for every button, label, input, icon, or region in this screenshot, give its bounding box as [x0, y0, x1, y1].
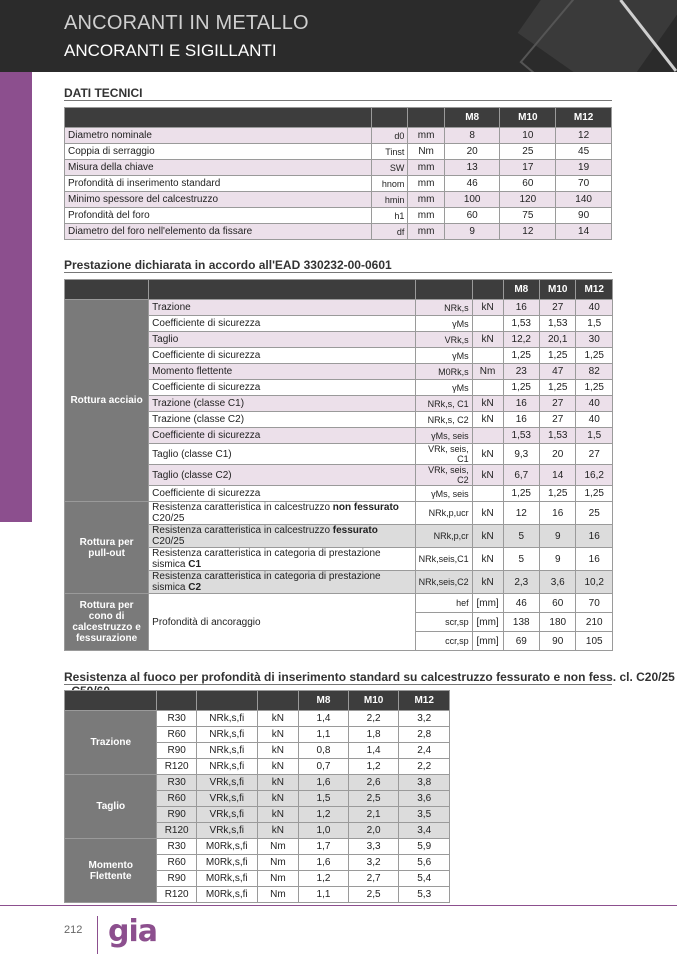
row-value: 2,8 — [399, 727, 450, 743]
row-label — [149, 548, 415, 571]
table-row — [65, 502, 613, 525]
group-label-trazione: Trazione — [65, 711, 157, 775]
row-symbol: hmin — [371, 192, 408, 208]
label-suffix: C20/25 — [152, 536, 185, 547]
row-rating: R90 — [157, 807, 196, 823]
row-unit: mm — [408, 224, 444, 240]
row-value: 12 — [556, 128, 612, 144]
table-row — [65, 144, 612, 160]
label-suffix: C20/25 — [152, 513, 185, 524]
row-value: 16 — [540, 502, 576, 525]
row-unit: Nm — [257, 887, 299, 903]
row-value: 46 — [444, 176, 500, 192]
row-value: 47 — [540, 364, 576, 380]
row-unit: mm — [408, 208, 444, 224]
row-value: 70 — [576, 594, 613, 613]
row-label: Taglio — [149, 332, 415, 348]
row-symbol: M0Rk,s,fi — [196, 839, 257, 855]
row-symbol: SW — [371, 160, 408, 176]
row-label — [149, 571, 415, 594]
row-symbol: VRk,s,fi — [196, 775, 257, 791]
table-row — [65, 300, 613, 316]
row-value: 60 — [500, 176, 556, 192]
row-value: 0,8 — [299, 743, 349, 759]
row-symbol: γMs — [415, 348, 472, 364]
header-cell-empty — [415, 280, 472, 300]
row-label — [149, 502, 415, 525]
row-symbol: ccr,sp — [415, 632, 472, 651]
footer-divider — [0, 905, 677, 906]
row-value: 1,53 — [540, 428, 576, 444]
row-value: 9 — [444, 224, 500, 240]
row-value: 140 — [556, 192, 612, 208]
row-value: 27 — [540, 412, 576, 428]
row-value: 2,6 — [348, 775, 399, 791]
row-value: 30 — [576, 332, 613, 348]
row-unit: kN — [472, 571, 503, 594]
row-value: 2,5 — [348, 791, 399, 807]
row-value: 180 — [540, 613, 576, 632]
row-value: 1,53 — [503, 316, 539, 332]
row-value: 1,5 — [576, 316, 613, 332]
row-label: Minimo spessore del calcestruzzo — [65, 192, 372, 208]
row-unit: kN — [257, 791, 299, 807]
row-value: 14 — [540, 465, 576, 486]
row-value: 1,25 — [503, 380, 539, 396]
row-value: 138 — [503, 613, 539, 632]
table-row — [65, 160, 612, 176]
row-value: 2,5 — [348, 887, 399, 903]
group-label-momento-flettente: Momento Flettente — [65, 839, 157, 903]
row-value: 3,2 — [348, 855, 399, 871]
row-unit: kN — [257, 807, 299, 823]
row-symbol: NRk,s,fi — [196, 727, 257, 743]
column-header-m8: M8 — [299, 691, 349, 711]
row-value: 5,3 — [399, 887, 450, 903]
row-value: 16 — [503, 396, 539, 412]
row-value: 1,53 — [503, 428, 539, 444]
row-value: 45 — [556, 144, 612, 160]
row-unit: kN — [472, 525, 503, 548]
row-unit: kN — [472, 502, 503, 525]
row-symbol: NRk,p,ucr — [415, 502, 472, 525]
row-value: 1,2 — [299, 871, 349, 887]
row-rating: R120 — [157, 823, 196, 839]
row-value: 1,5 — [576, 428, 613, 444]
row-value: 3,2 — [399, 711, 450, 727]
performance-table — [64, 279, 613, 651]
row-label: Coefficiente di sicurezza — [149, 380, 415, 396]
row-value: 90 — [556, 208, 612, 224]
row-value: 5,6 — [399, 855, 450, 871]
row-value: 12 — [503, 502, 539, 525]
row-unit: mm — [408, 128, 444, 144]
column-header-m10: M10 — [348, 691, 399, 711]
table-header-row — [65, 691, 450, 711]
row-value: 6,7 — [503, 465, 539, 486]
row-rating: R60 — [157, 727, 196, 743]
row-value: 20 — [540, 444, 576, 465]
header-cell-empty — [157, 691, 196, 711]
row-value: 13 — [444, 160, 500, 176]
fire-resistance-table — [64, 690, 450, 903]
row-value: 1,25 — [503, 486, 539, 502]
row-value: 2,2 — [399, 759, 450, 775]
row-value: 40 — [576, 412, 613, 428]
row-symbol: VRk,s,fi — [196, 823, 257, 839]
row-value: 1,25 — [576, 486, 613, 502]
row-value: 16,2 — [576, 465, 613, 486]
row-symbol: h1 — [371, 208, 408, 224]
label-emphasis: fessurato — [332, 525, 378, 536]
row-value: 1,5 — [299, 791, 349, 807]
table-row — [65, 128, 612, 144]
row-symbol: M0Rk,s,fi — [196, 871, 257, 887]
row-unit: kN — [257, 711, 299, 727]
gia-logo: gia — [108, 914, 158, 949]
row-label: Profondità di inserimento standard — [65, 176, 372, 192]
row-symbol: VRk,s,fi — [196, 807, 257, 823]
table-row — [65, 775, 450, 791]
row-label: Trazione (classe C2) — [149, 412, 415, 428]
row-symbol: NRk,s,fi — [196, 743, 257, 759]
row-rating: R90 — [157, 871, 196, 887]
row-unit: kN — [472, 444, 503, 465]
row-unit: Nm — [472, 364, 503, 380]
row-value: 210 — [576, 613, 613, 632]
table-row — [65, 224, 612, 240]
row-unit: kN — [257, 759, 299, 775]
row-value: 27 — [576, 444, 613, 465]
row-value: 5 — [503, 525, 539, 548]
row-value: 82 — [576, 364, 613, 380]
row-symbol: M0Rk,s,fi — [196, 855, 257, 871]
row-unit: [mm] — [472, 594, 503, 613]
row-value: 40 — [576, 300, 613, 316]
row-unit: kN — [472, 465, 503, 486]
row-value: 5,9 — [399, 839, 450, 855]
row-label: Profondità del foro — [65, 208, 372, 224]
row-value: 1,25 — [503, 348, 539, 364]
row-unit — [472, 428, 503, 444]
row-unit: Nm — [257, 871, 299, 887]
row-value: 46 — [503, 594, 539, 613]
table-row — [65, 594, 613, 613]
section-divider — [64, 272, 612, 273]
column-header-m12: M12 — [556, 108, 612, 128]
footer-separator — [97, 916, 98, 954]
row-label — [149, 525, 415, 548]
group-label-taglio: Taglio — [65, 775, 157, 839]
label-text: Resistenza caratteristica in categoria di prestazione sismica — [152, 548, 381, 570]
row-symbol: NRk,seis,C1 — [415, 548, 472, 571]
row-value: 69 — [503, 632, 539, 651]
row-unit: kN — [257, 727, 299, 743]
row-value: 1,1 — [299, 727, 349, 743]
column-header-m8: M8 — [503, 280, 539, 300]
row-value: 25 — [500, 144, 556, 160]
table-row — [65, 711, 450, 727]
header-cell-empty — [65, 691, 157, 711]
row-value: 2,3 — [503, 571, 539, 594]
row-label: Diametro nominale — [65, 128, 372, 144]
row-symbol: γMs, seis — [415, 428, 472, 444]
row-value: 27 — [540, 300, 576, 316]
row-rating: R30 — [157, 711, 196, 727]
row-unit: mm — [408, 192, 444, 208]
row-value: 1,0 — [299, 823, 349, 839]
row-value: 60 — [444, 208, 500, 224]
header-cell-empty — [472, 280, 503, 300]
row-symbol: d0 — [371, 128, 408, 144]
row-unit — [472, 486, 503, 502]
row-label: Diametro del foro nell'elemento da fissare — [65, 224, 372, 240]
row-symbol: VRk, seis, C2 — [415, 465, 472, 486]
row-value: 90 — [540, 632, 576, 651]
row-symbol: hnom — [371, 176, 408, 192]
row-value: 2,7 — [348, 871, 399, 887]
row-value: 1,8 — [348, 727, 399, 743]
header-cell-empty — [371, 108, 408, 128]
column-header-m10: M10 — [540, 280, 576, 300]
row-value: 3,6 — [540, 571, 576, 594]
page-number: 212 — [64, 924, 83, 936]
row-value: 2,4 — [399, 743, 450, 759]
column-header-m10: M10 — [500, 108, 556, 128]
label-emphasis: non fessurato — [332, 502, 399, 513]
group-label-rottura-acciaio: Rottura acciaio — [65, 300, 149, 502]
row-symbol: hef — [415, 594, 472, 613]
row-value: 25 — [576, 502, 613, 525]
row-value: 12,2 — [503, 332, 539, 348]
row-value: 1,2 — [348, 759, 399, 775]
row-symbol: M0Rk,s — [415, 364, 472, 380]
page-title: ANCORANTI IN METALLO — [64, 12, 309, 34]
row-rating: R120 — [157, 887, 196, 903]
row-unit: kN — [257, 775, 299, 791]
row-symbol: VRk, seis, C1 — [415, 444, 472, 465]
row-value: 1,6 — [299, 855, 349, 871]
row-value: 16 — [576, 548, 613, 571]
row-value: 27 — [540, 396, 576, 412]
row-unit: kN — [257, 823, 299, 839]
label-text: Resistenza caratteristica in categoria di prestazione sismica — [152, 571, 381, 593]
section-divider — [64, 684, 612, 685]
row-value: 75 — [500, 208, 556, 224]
row-value: 5 — [503, 548, 539, 571]
row-value: 0,7 — [299, 759, 349, 775]
row-rating: R30 — [157, 775, 196, 791]
row-value: 100 — [444, 192, 500, 208]
row-rating: R60 — [157, 855, 196, 871]
header-cell-empty — [149, 280, 415, 300]
table-header-row — [65, 280, 613, 300]
row-unit: mm — [408, 176, 444, 192]
row-unit: mm — [408, 160, 444, 176]
label-emphasis: C2 — [188, 582, 202, 593]
row-label: Coefficiente di sicurezza — [149, 486, 415, 502]
row-symbol: NRk,p,cr — [415, 525, 472, 548]
row-unit: kN — [472, 412, 503, 428]
row-symbol: NRk,s — [415, 300, 472, 316]
row-unit — [472, 316, 503, 332]
row-symbol: γMs, seis — [415, 486, 472, 502]
row-symbol: NRk,s,fi — [196, 759, 257, 775]
row-value: 16 — [503, 412, 539, 428]
row-symbol: Tinst — [371, 144, 408, 160]
row-value: 1,25 — [576, 380, 613, 396]
row-symbol: NRk,s,fi — [196, 711, 257, 727]
row-symbol: VRk,s — [415, 332, 472, 348]
row-unit: kN — [472, 332, 503, 348]
section-title-dati-tecnici: DATI TECNICI — [64, 86, 143, 100]
row-value: 9 — [540, 548, 576, 571]
row-value: 19 — [556, 160, 612, 176]
label-emphasis: C1 — [188, 559, 202, 570]
row-value: 3,4 — [399, 823, 450, 839]
row-value: 5,4 — [399, 871, 450, 887]
row-value: 1,25 — [540, 348, 576, 364]
row-symbol: df — [371, 224, 408, 240]
row-value: 10 — [500, 128, 556, 144]
row-unit: kN — [472, 396, 503, 412]
row-label-profondita-ancoraggio: Profondità di ancoraggio — [149, 594, 415, 651]
group-label-pull-out: Rottura per pull-out — [65, 502, 149, 594]
row-unit — [472, 348, 503, 364]
row-value: 17 — [500, 160, 556, 176]
row-symbol: NRk,seis,C2 — [415, 571, 472, 594]
row-symbol: M0Rk,s,fi — [196, 887, 257, 903]
column-header-m8: M8 — [444, 108, 500, 128]
row-symbol: γMs — [415, 380, 472, 396]
row-label: Coefficiente di sicurezza — [149, 316, 415, 332]
row-label: Coefficiente di sicurezza — [149, 348, 415, 364]
table-row — [65, 176, 612, 192]
table-row — [65, 839, 450, 855]
row-value: 3,3 — [348, 839, 399, 855]
row-unit — [472, 380, 503, 396]
row-unit: kN — [472, 548, 503, 571]
row-value: 40 — [576, 396, 613, 412]
row-rating: R120 — [157, 759, 196, 775]
row-value: 1,7 — [299, 839, 349, 855]
row-value: 3,5 — [399, 807, 450, 823]
row-label: Taglio (classe C2) — [149, 465, 415, 486]
row-value: 2,1 — [348, 807, 399, 823]
row-value: 1,25 — [540, 486, 576, 502]
row-value: 1,2 — [299, 807, 349, 823]
row-unit: [mm] — [472, 632, 503, 651]
row-value: 1,53 — [540, 316, 576, 332]
header-cell-empty — [257, 691, 299, 711]
page-header — [0, 0, 677, 72]
label-text: Resistenza caratteristica in calcestruzzo — [152, 502, 333, 513]
row-value: 70 — [556, 176, 612, 192]
header-cell-empty — [65, 108, 372, 128]
row-value: 1,6 — [299, 775, 349, 791]
row-value: 9,3 — [503, 444, 539, 465]
row-rating: R30 — [157, 839, 196, 855]
row-value: 1,25 — [576, 348, 613, 364]
section-title-fuoco: Resistenza al fuoco per profondità di inserimento standard su calcestruzzo fessurato e non fess. cl. C20/25 — [64, 670, 675, 684]
row-value: 8 — [444, 128, 500, 144]
row-value: 9 — [540, 525, 576, 548]
row-value: 1,4 — [348, 743, 399, 759]
header-cell-empty — [196, 691, 257, 711]
row-symbol: γMs — [415, 316, 472, 332]
row-label: Coefficiente di sicurezza — [149, 428, 415, 444]
row-symbol: VRk,s,fi — [196, 791, 257, 807]
row-value: 16 — [576, 525, 613, 548]
column-header-m12: M12 — [399, 691, 450, 711]
label-text: Resistenza caratteristica in calcestruzzo — [152, 525, 333, 536]
table-header-row — [65, 108, 612, 128]
column-header-m12: M12 — [576, 280, 613, 300]
row-label: Trazione (classe C1) — [149, 396, 415, 412]
row-value: 60 — [540, 594, 576, 613]
row-unit: Nm — [408, 144, 444, 160]
row-value: 14 — [556, 224, 612, 240]
row-value: 20 — [444, 144, 500, 160]
row-unit: Nm — [257, 855, 299, 871]
row-label: Trazione — [149, 300, 415, 316]
row-rating: R60 — [157, 791, 196, 807]
row-value: 3,8 — [399, 775, 450, 791]
row-symbol: scr,sp — [415, 613, 472, 632]
row-unit: kN — [257, 743, 299, 759]
row-value: 10,2 — [576, 571, 613, 594]
section-divider — [64, 100, 612, 101]
row-value: 1,25 — [540, 380, 576, 396]
row-unit: Nm — [257, 839, 299, 855]
sidebar-accent — [0, 72, 32, 522]
row-value: 1,4 — [299, 711, 349, 727]
row-unit: [mm] — [472, 613, 503, 632]
row-rating: R90 — [157, 743, 196, 759]
header-cell-empty — [408, 108, 444, 128]
row-value: 3,6 — [399, 791, 450, 807]
row-value: 105 — [576, 632, 613, 651]
row-value: 12 — [500, 224, 556, 240]
table-row — [65, 208, 612, 224]
table-row — [65, 192, 612, 208]
header-cell-empty — [65, 280, 149, 300]
technical-data-table — [64, 107, 612, 240]
row-value: 23 — [503, 364, 539, 380]
page-subtitle: ANCORANTI E SIGILLANTI — [64, 41, 277, 60]
row-label: Coppia di serraggio — [65, 144, 372, 160]
row-label: Momento flettente — [149, 364, 415, 380]
row-value: 2,2 — [348, 711, 399, 727]
row-value: 16 — [503, 300, 539, 316]
row-unit: kN — [472, 300, 503, 316]
row-value: 1,1 — [299, 887, 349, 903]
section-title-prestazione: Prestazione dichiarata in accordo all'EAD 330232-00-0601 — [64, 258, 392, 272]
row-value: 20,1 — [540, 332, 576, 348]
row-label: Taglio (classe C1) — [149, 444, 415, 465]
row-symbol: NRk,s, C2 — [415, 412, 472, 428]
group-label-cono-calcestruzzo: Rottura per cono di calcestruzzo e fessurazione — [65, 594, 149, 651]
row-value: 2,0 — [348, 823, 399, 839]
row-symbol: NRk,s, C1 — [415, 396, 472, 412]
row-label: Misura della chiave — [65, 160, 372, 176]
row-value: 120 — [500, 192, 556, 208]
